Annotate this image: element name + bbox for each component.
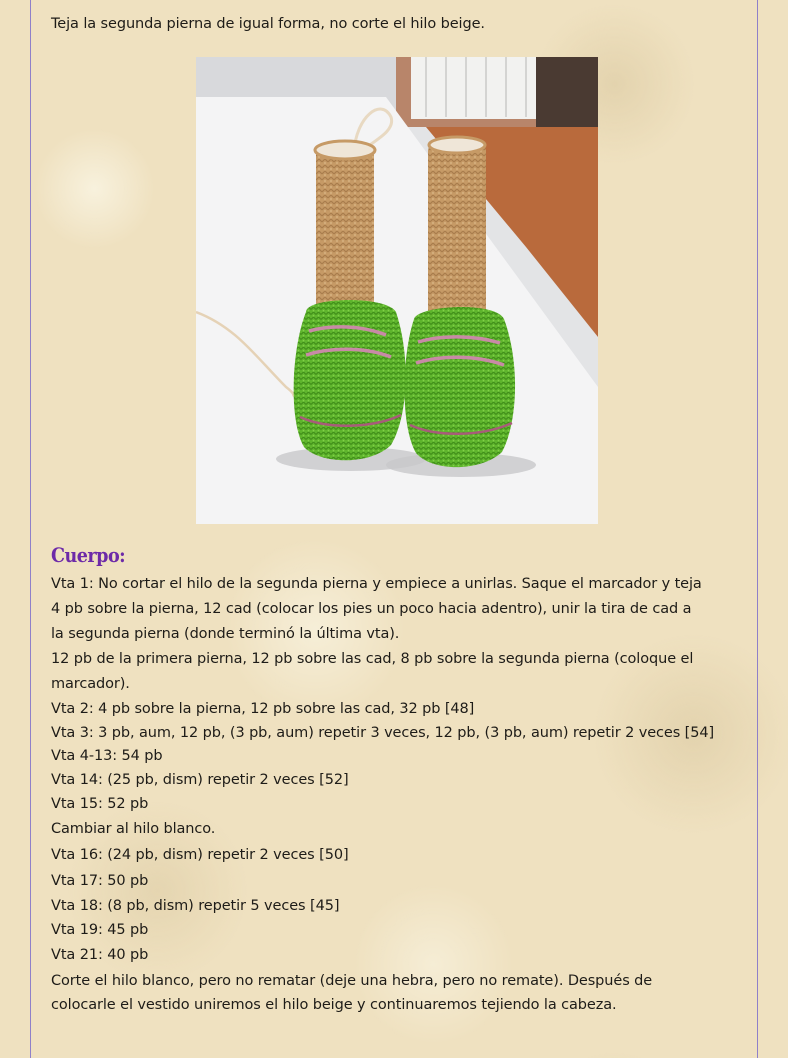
crochet-legs-photo (196, 57, 598, 524)
section-title: Cuerpo: (51, 543, 126, 567)
body-line: Vta 18: (8 pb, dism) repetir 5 veces [45] (51, 898, 340, 914)
body-line: Vta 16: (24 pb, dism) repetir 2 veces [50] (51, 847, 349, 863)
body-line: Vta 19: 45 pb (51, 922, 149, 938)
body-line: 4 pb sobre la pierna, 12 cad (colocar los pies un poco hacia adentro), unir la tira de cad a (51, 601, 692, 617)
body-line: 12 pb de la primera pierna, 12 pb sobre las cad, 8 pb sobre la segunda pierna (coloque el (51, 651, 694, 667)
body-line: Vta 17: 50 pb (51, 873, 149, 889)
intro-text: Teja la segunda pierna de igual forma, no corte el hilo beige. (51, 16, 485, 32)
body-line: Vta 2: 4 pb sobre la pierna, 12 pb sobre las cad, 32 pb [48] (51, 701, 475, 717)
body-line: colocarle el vestido uniremos el hilo beige y continuaremos tejiendo la cabeza. (51, 997, 617, 1013)
body-line: marcador). (51, 676, 130, 692)
body-line: Vta 1: No cortar el hilo de la segunda pierna y empiece a unirlas. Saque el marcador y teja (51, 576, 702, 592)
body-line: Vta 4-13: 54 pb (51, 748, 163, 764)
body-line: la segunda pierna (donde terminó la última vta). (51, 626, 400, 642)
body-line: Vta 15: 52 pb (51, 796, 149, 812)
body-line: Cambiar al hilo blanco. (51, 821, 216, 837)
body-line: Vta 21: 40 pb (51, 947, 149, 963)
body-line: Corte el hilo blanco, pero no rematar (deje una hebra, pero no remate). Después de (51, 973, 653, 989)
body-line: Vta 14: (25 pb, dism) repetir 2 veces [52] (51, 772, 349, 788)
body-line: Vta 3: 3 pb, aum, 12 pb, (3 pb, aum) repetir 3 veces, 12 pb, (3 pb, aum) repetir 2 veces [54] (51, 725, 715, 741)
